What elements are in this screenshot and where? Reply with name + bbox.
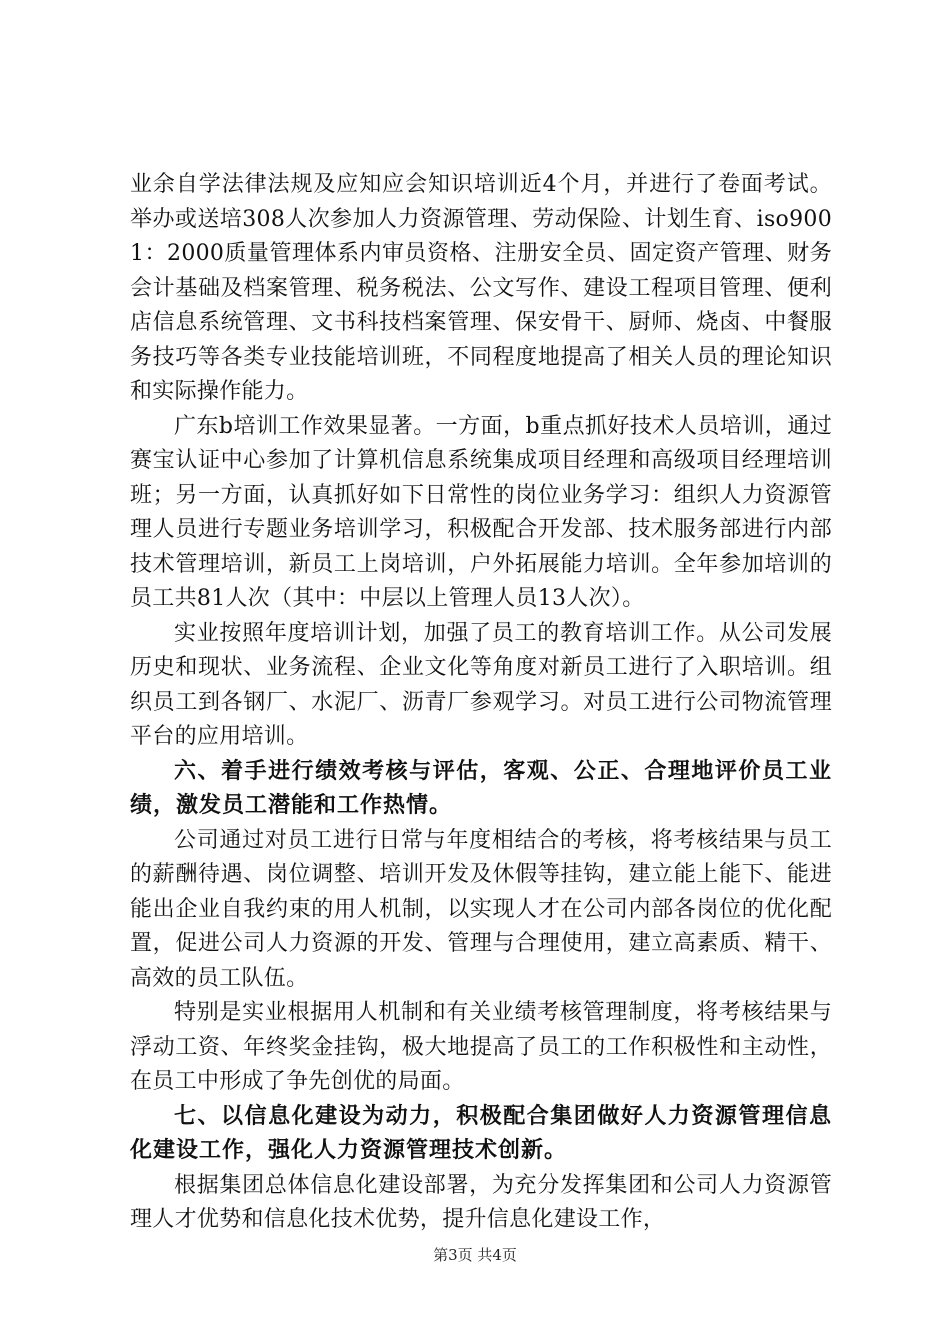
section-heading-seven: 七、以信息化建设为动力，积极配合集团做好人力资源管理信息化建设工作，强化人力资源管理技术创新。 — [130, 1103, 832, 1163]
paragraph-industry-assessment: 特别是实业根据用人机制和有关业绩考核管理制度，将考核结果与浮动工资、年终奖金挂钩，极大地提高了员工的工作积极性和主动性，在员工中形成了争先创优的局面。 — [130, 1000, 832, 1094]
paragraph-informatization: 根据集团总体信息化建设部署，为充分发挥集团和公司人力资源管理人才优势和信息化技术优势，提升信息化建设工作， — [130, 1172, 832, 1232]
paragraph-industry-training: 实业按照年度培训计划，加强了员工的教育培训工作。从公司发展历史和现状、业务流程、企业文化等角度对新员工进行了入职培训。组织员工到各钢厂、水泥厂、沥青厂参观学习。对员工进行公司物流管理平台的应用培训。 — [130, 620, 832, 749]
page-number-footer: 第3页 共4页 — [433, 1246, 517, 1264]
paragraph-training-overview: 业余自学法律法规及应知应会知识培训近4个月，并进行了卷面考试。举办或送培308人次参加人力资源管理、劳动保险、计划生育、iso9001：2000质量管理体系内审员资格、注册安全员、固定资产管理、财务会计基础及档案管理、税务税法、公文写作、建设工程项目管理、便利店信息系统管理、文书科技档案管理、保安骨干、厨师、烧卤、中餐服务技巧等各类专业技能培训班，不同程度地提高了相关人员的理论知识和实际操作能力。 — [130, 172, 832, 404]
document-body — [130, 168, 832, 1238]
paragraph-guangdong-b-training: 广东b培训工作效果显著。一方面，b重点抓好技术人员培训，通过赛宝认证中心参加了计算机信息系统集成项目经理和高级项目经理培训班；另一方面，认真抓好如下日常性的岗位业务学习：组织人力资源管理人员进行专题业务培训学习，积极配合开发部、技术服务部进行内部技术管理培训，新员工上岗培训，户外拓展能力培训。全年参加培训的员工共81人次（其中：中层以上管理人员13人次）。 — [130, 413, 832, 611]
section-heading-six: 六、着手进行绩效考核与评估，客观、公正、合理地评价员工业绩，激发员工潜能和工作热情。 — [130, 758, 832, 818]
paragraph-performance-assessment: 公司通过对员工进行日常与年度相结合的考核，将考核结果与员工的薪酬待遇、岗位调整、培训开发及休假等挂钩，建立能上能下、能进能出企业自我约束的用人机制，以实现人才在公司内部各岗位的优化配置，促进公司人力资源的开发、管理与合理使用，建立高素质、精干、高效的员工队伍。 — [130, 827, 832, 991]
